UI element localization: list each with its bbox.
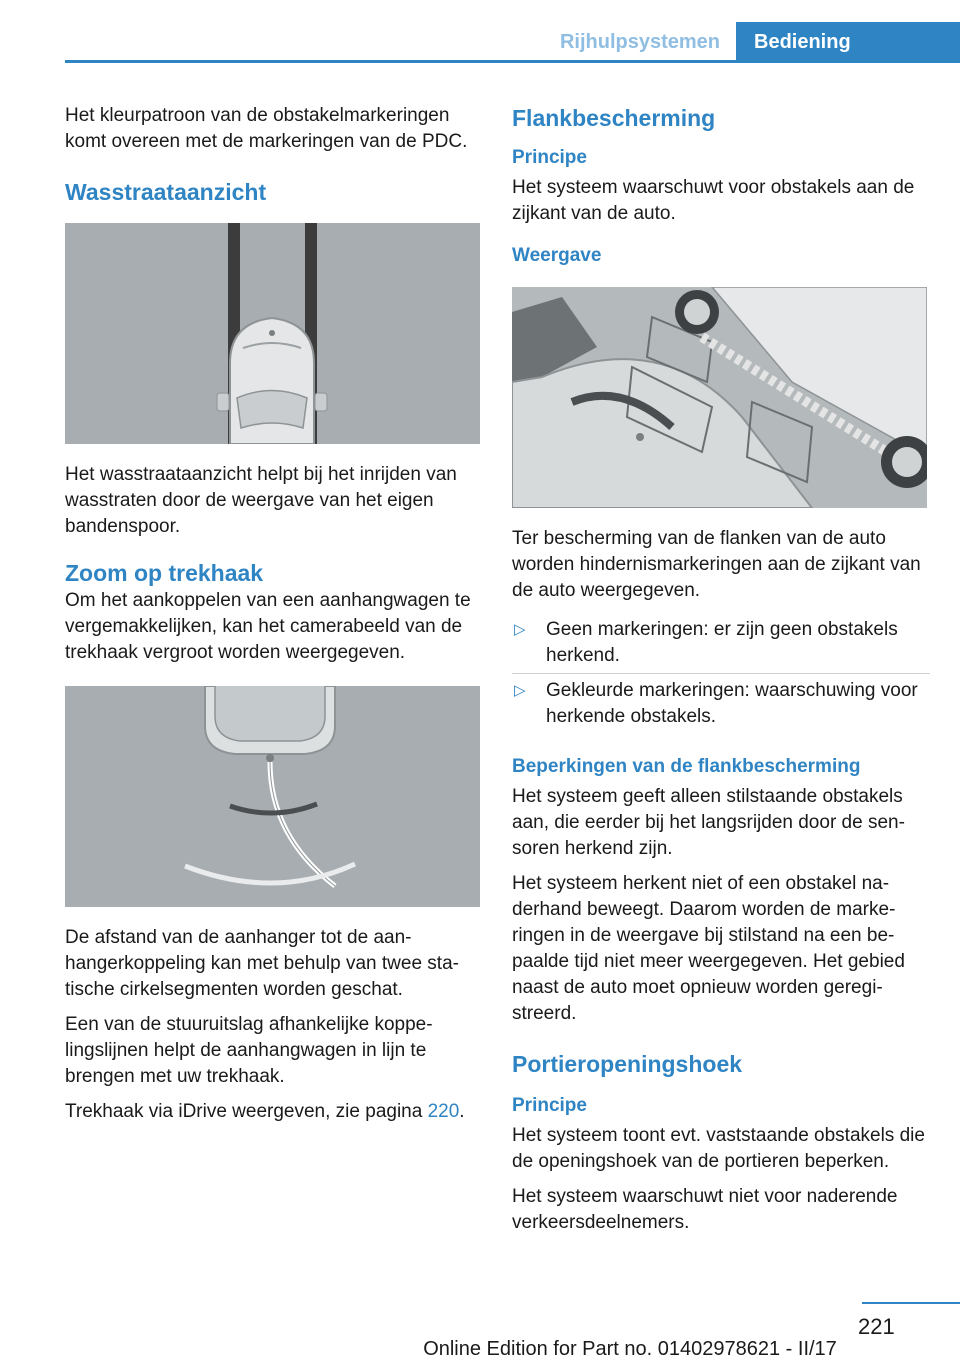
principe-paragraph-1: Het systeem waarschuwt voor obstakels aan de zijkant van de auto.	[512, 177, 915, 224]
intro-paragraph: Het kleurpatroon van de obstakelmarkeringen komt overeen met de markeringen van de PDC.	[65, 105, 468, 152]
subheading-principe-1: Principe	[512, 147, 587, 168]
page-header	[0, 0, 960, 64]
right-column	[512, 103, 930, 1245]
header-rule	[65, 60, 960, 63]
marker-legend-list	[512, 613, 930, 734]
list-item	[512, 613, 930, 673]
footer-rule	[862, 1302, 960, 1304]
coupling-lines-paragraph: Een van de stuuruitslag afhankelijke koppelingslijnen helpt de aanhangwagen in lijn te brengen met uw trekhaak.	[65, 1014, 433, 1087]
triangle-right-icon: ▷	[514, 621, 526, 638]
beperkingen-paragraph-2: Het systeem herkent niet of een obstakel naderhand beweegt. Daarom worden de markeringen in de weergave bij stilstand na een bepaalde tijd niet meer weergegeven. Het gebied naast de auto moet opnieuw worden geregistreerd.	[512, 873, 905, 1024]
section-title: Rijhulpsystemen	[559, 31, 720, 53]
principe-paragraph-2: Het systeem toont evt. vaststaande obstakels die de openingshoek van de portieren beperken.	[512, 1125, 925, 1172]
reference-paragraph	[65, 1099, 483, 1125]
trailer-hitch-zoom-image	[65, 686, 480, 907]
list-item	[512, 673, 930, 734]
page-link-220[interactable]: 220	[427, 1101, 460, 1122]
chapter-tab-label: Bediening	[754, 31, 851, 53]
wash-paragraph: Het wasstraataanzicht helpt bij het inrijden van wasstraten door de weergave van het eigen bandenspoor.	[65, 464, 457, 537]
bullet-text-2: Gekleurde markeringen: waarschuwing voor herkende obstakels.	[546, 680, 918, 727]
subheading-principe-2: Principe	[512, 1095, 587, 1116]
weergave-paragraph: Ter bescherming van de flanken van de auto worden hindernismarkeringen aan de zijkant van de auto weergegeven.	[512, 528, 921, 601]
subheading-beperkingen: Beperkingen van de flankbescherming	[512, 756, 861, 777]
heading-wasstraat: Wasstraataanzicht	[65, 179, 267, 205]
left-column	[65, 103, 483, 1134]
heading-flankbescherming: Flankbescherming	[512, 105, 716, 131]
principe-paragraph-3: Het systeem waarschuwt niet voor naderende verkeersdeelnemers.	[512, 1186, 898, 1233]
distance-paragraph: De afstand van de aanhanger tot de aanhangerkoppeling kan met behulp van twee statische cirkelsegmenten worden geschat.	[65, 927, 459, 1000]
reference-end: .	[459, 1101, 465, 1122]
reference-text: Trekhaak via iDrive weergeven, zie pagina	[65, 1101, 428, 1122]
heading-portieropeningshoek: Portieropeningshoek	[512, 1051, 743, 1077]
heading-zoom: Zoom op trekhaak	[65, 560, 264, 586]
edition-line	[300, 1338, 960, 1361]
chapter-tab	[736, 22, 960, 63]
zoom-paragraph: Om het aankoppelen van een aanhangwagen te vergemakkelijken, kan het camerabeeld van de trekhaak vergroot worden weergegeven.	[65, 590, 471, 663]
subheading-weergave: Weergave	[512, 245, 602, 266]
page-number: 221	[858, 1314, 895, 1339]
side-protection-image	[512, 287, 927, 508]
beperkingen-paragraph-1: Het systeem geeft alleen stilstaande obstakels aan, die eerder bij het langsrijden door de sensoren herkend zijn.	[512, 786, 905, 859]
edition-text: Online Edition for Part no. 01402978621 - II/17	[423, 1338, 837, 1360]
bullet-text-1: Geen markeringen: er zijn geen obstakels herkend.	[546, 619, 898, 666]
triangle-right-icon: ▷	[514, 682, 526, 699]
car-wash-view-image	[65, 223, 480, 444]
